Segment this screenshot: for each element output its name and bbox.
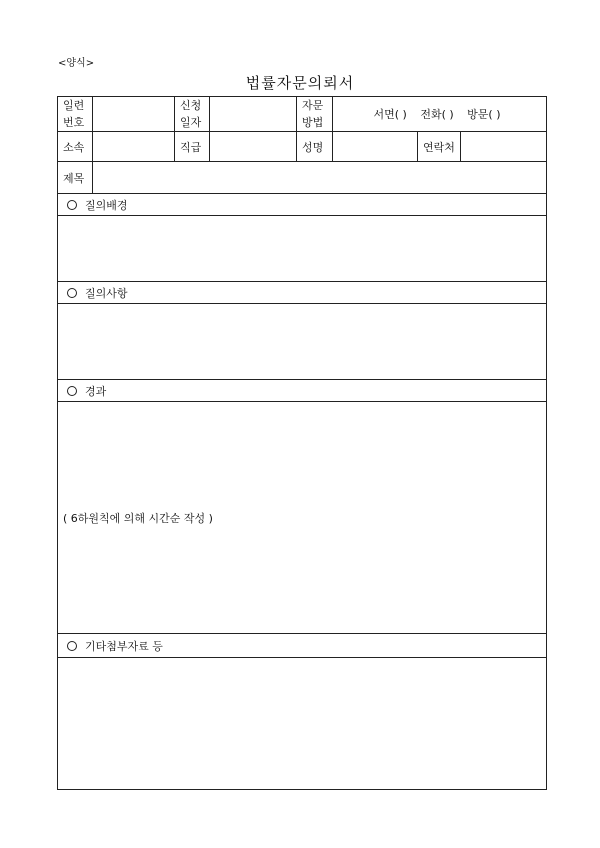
position-field[interactable] xyxy=(210,132,297,162)
section-background-body[interactable] xyxy=(58,216,547,282)
consultation-form-table xyxy=(57,96,547,790)
section-progress-header: 경과 xyxy=(58,380,547,402)
name-field[interactable] xyxy=(333,132,418,162)
request-date-label: 신청 일자 xyxy=(175,97,210,132)
section-background-header: 질의배경 xyxy=(58,194,547,216)
method-visit[interactable]: 방문( ) xyxy=(467,108,501,121)
circle-bullet-icon xyxy=(67,641,77,651)
progress-note: ( 6하원칙에 의해 시간순 작성 ) xyxy=(63,511,213,525)
section-questions-body[interactable] xyxy=(58,304,547,380)
subject-label: 제목 xyxy=(58,162,93,194)
request-date-field[interactable] xyxy=(210,97,297,132)
position-label: 직급 xyxy=(175,132,210,162)
circle-bullet-icon xyxy=(67,288,77,298)
section-attachments-body[interactable] xyxy=(58,658,547,790)
serial-number-field[interactable] xyxy=(93,97,175,132)
subject-field[interactable] xyxy=(93,162,547,194)
method-written[interactable]: 서면( ) xyxy=(373,108,407,121)
name-label: 성명 xyxy=(297,132,333,162)
consult-method-options[interactable] xyxy=(333,97,547,132)
circle-bullet-icon xyxy=(67,200,77,210)
contact-field[interactable] xyxy=(461,132,547,162)
consult-method-label: 자문 방법 xyxy=(297,97,333,132)
form-label: <양식> xyxy=(58,58,95,69)
circle-bullet-icon xyxy=(67,386,77,396)
contact-label: 연락처 xyxy=(418,132,461,162)
method-phone[interactable]: 전화( ) xyxy=(420,108,454,121)
affiliation-label: 소속 xyxy=(58,132,93,162)
document-title: 법률자문의뢰서 xyxy=(245,74,355,92)
serial-number-label: 일련 번호 xyxy=(58,97,93,132)
section-attachments-header: 기타첨부자료 등 xyxy=(58,634,547,658)
section-questions-header: 질의사항 xyxy=(58,282,547,304)
section-progress-body[interactable] xyxy=(58,402,547,634)
affiliation-field[interactable] xyxy=(93,132,175,162)
